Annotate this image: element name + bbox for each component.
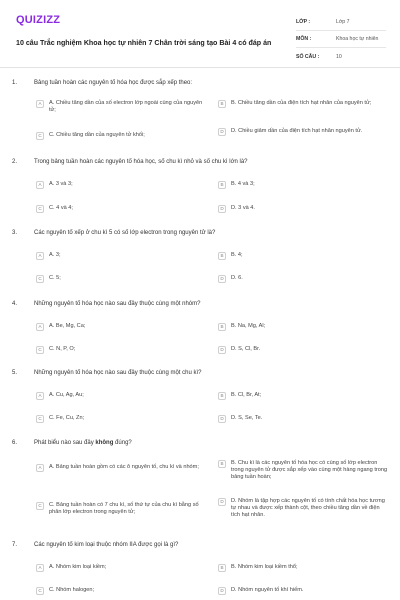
option-b[interactable] (218, 564, 386, 572)
option-letter: D (218, 128, 226, 136)
option-letter: A (36, 564, 44, 572)
question-text: Các nguyên tố xếp ở chu kì 5 có số lớp electron trong nguyên tử là? (34, 230, 216, 236)
option-letter: B (218, 100, 226, 108)
option-text: A. Cu, Ag, Au; (49, 392, 84, 398)
question-header (12, 301, 382, 307)
option-text: D. Chiều giảm dần của điện tích hạt nhân nguyên tử. (231, 128, 363, 134)
meta-value: 10 (336, 53, 342, 60)
option-text: D. Nhóm là tập hợp các nguyên tố có tính chất hóa học tương tự nhau và được xếp thành cột, theo chiều tăng dần về điện tích hạt nhân. (231, 498, 385, 518)
option-letter: C (36, 502, 44, 510)
option-letter: C (36, 346, 44, 354)
question-text-after: đúng? (113, 440, 132, 446)
option-text: C. Chiều tăng dần của nguyên tử khối; (49, 132, 145, 138)
option-letter: D (218, 415, 226, 423)
meta-table (296, 14, 386, 65)
option-letter: C (36, 415, 44, 423)
option-a[interactable] (36, 392, 206, 400)
meta-value: Khoa học tự nhiên (336, 36, 379, 42)
question-text: Những nguyên tố hóa học nào sau đây thuộc cùng một chu kì? (34, 370, 202, 376)
option-letter: A (36, 323, 44, 331)
option-letter: D (218, 205, 226, 213)
option-c[interactable] (36, 587, 206, 595)
option-a[interactable] (36, 181, 206, 189)
option-text: C. Nhóm halogen; (49, 587, 95, 593)
question-number: 6. (12, 440, 18, 446)
option-letter: B (218, 323, 226, 331)
option-text: A. Chiều tăng dần của số electron lớp ngoài cùng của nguyên tử; (49, 100, 203, 113)
question-header (12, 159, 382, 165)
option-text: A. Nhóm kim loại kiềm; (49, 564, 107, 570)
question-text-bold: không (95, 440, 114, 446)
option-letter: C (36, 205, 44, 213)
option-text: D. S, Cl, Br. (231, 346, 261, 352)
option-letter: C (36, 275, 44, 283)
option-text: B. Na, Mg, Al; (231, 323, 266, 329)
option-b[interactable] (218, 100, 386, 108)
question-text: Bảng tuần hoàn các nguyên tố hóa học được sắp xếp theo: (34, 80, 193, 86)
option-text: B. Chu kì là các nguyên tố hóa học có cùng số lớp electron trong nguyên tử được sắp xếp vào cùng một hàng ngang trong bảng tuần hoàn; (231, 460, 388, 480)
option-letter: A (36, 392, 44, 400)
option-letter: D (218, 275, 226, 283)
option-c[interactable] (36, 415, 206, 423)
option-text: D. Nhóm nguyên tố khí hiếm. (231, 587, 304, 593)
page-title: 10 câu Trắc nghiệm Khoa học tự nhiên 7 Chân trời sáng tạo Bài 4 có đáp án (16, 39, 272, 47)
option-c[interactable] (36, 132, 206, 140)
option-a[interactable] (36, 100, 206, 114)
option-text: D. 3 và 4. (231, 205, 255, 211)
option-a[interactable] (36, 564, 206, 572)
meta-label: MÔN : (296, 36, 312, 42)
question-number: 1. (12, 80, 18, 86)
question-number: 4. (12, 301, 18, 307)
worksheet-header (10, 8, 390, 68)
meta-label: LỚP : (296, 19, 311, 25)
option-c[interactable] (36, 275, 206, 283)
option-letter: B (218, 460, 226, 468)
question-number: 3. (12, 230, 18, 236)
option-text: B. Cl, Br, At; (231, 392, 262, 398)
option-text: B. Chiều tăng dần của điện tích hạt nhân của nguyên tử; (231, 100, 372, 106)
option-text: B. 4 và 3; (231, 181, 255, 187)
option-a[interactable] (36, 323, 206, 331)
option-b[interactable] (218, 323, 386, 331)
meta-value: Lớp 7 (336, 19, 350, 25)
option-letter: A (36, 181, 44, 189)
option-b[interactable] (218, 181, 386, 189)
option-letter: D (218, 346, 226, 354)
option-d[interactable] (218, 205, 386, 213)
option-text: C. 5; (49, 275, 61, 281)
option-text: B. Nhóm kim loại kiềm thổ; (231, 564, 298, 570)
question-header (12, 440, 382, 446)
option-letter: A (36, 252, 44, 260)
option-d[interactable] (218, 128, 386, 136)
option-text: D. 6. (231, 275, 243, 281)
question-text: Các nguyên tố kim loại thuộc nhóm IIA được gọi là gì? (34, 542, 179, 548)
option-letter: B (218, 252, 226, 260)
option-text: A. Be, Mg, Ca; (49, 323, 86, 329)
option-text: A. 3 và 3; (49, 181, 73, 187)
option-text: A. 3; (49, 252, 61, 258)
question-header (12, 370, 382, 376)
question-text: Những nguyên tố hóa học nào sau đây thuộc cùng một nhóm? (34, 301, 201, 307)
option-b[interactable] (218, 460, 388, 481)
option-letter: A (36, 100, 44, 108)
question-header (12, 542, 382, 548)
option-text: C. N, P, O; (49, 346, 76, 352)
option-letter: D (218, 498, 226, 506)
option-c[interactable] (36, 346, 206, 354)
option-b[interactable] (218, 392, 386, 400)
option-d[interactable] (218, 415, 386, 423)
option-text: C. Bảng tuần hoàn có 7 chu kì, số thứ tự của chu kì bằng số phân lớp electron trong nguyên tử; (49, 502, 199, 515)
question-number: 2. (12, 159, 18, 165)
option-a[interactable] (36, 464, 206, 472)
option-d[interactable] (218, 346, 386, 354)
option-d[interactable] (218, 275, 386, 283)
option-b[interactable] (218, 252, 386, 260)
option-letter: A (36, 464, 44, 472)
option-text: A. Bảng tuần hoàn gồm có các ô nguyên tố, chu kì và nhóm; (49, 464, 199, 470)
option-letter: C (36, 132, 44, 140)
meta-row-subject (296, 31, 386, 48)
option-text: C. Fe, Cu, Zn; (49, 415, 85, 421)
question-number: 7. (12, 542, 18, 548)
option-a[interactable] (36, 252, 206, 260)
option-c[interactable] (36, 502, 206, 516)
option-text: C. 4 và 4; (49, 205, 73, 211)
quizizz-logo: QUIZIZZ (16, 14, 61, 26)
option-d[interactable] (218, 587, 386, 595)
option-c[interactable] (36, 205, 206, 213)
option-letter: B (218, 392, 226, 400)
meta-label: SỐ CÂU : (296, 53, 320, 60)
header-divider (0, 67, 400, 68)
question-header (12, 80, 382, 86)
option-d[interactable] (218, 498, 388, 519)
option-letter: B (218, 564, 226, 572)
question-text-before: Phát biểu nào sau đây (34, 440, 96, 446)
option-letter: D (218, 587, 226, 595)
meta-row-count (296, 48, 386, 65)
option-letter: C (36, 587, 44, 595)
option-text: B. 4; (231, 252, 243, 258)
question-header (12, 230, 382, 236)
question-number: 5. (12, 370, 18, 376)
option-text: D. S, Se, Te. (231, 415, 263, 421)
question-text: Trong bảng tuần hoàn các nguyên tố hóa học, số chu kì nhỏ và số chu kì lớn là? (34, 159, 248, 165)
option-letter: B (218, 181, 226, 189)
question-text (34, 440, 382, 446)
meta-row-class (296, 14, 386, 31)
